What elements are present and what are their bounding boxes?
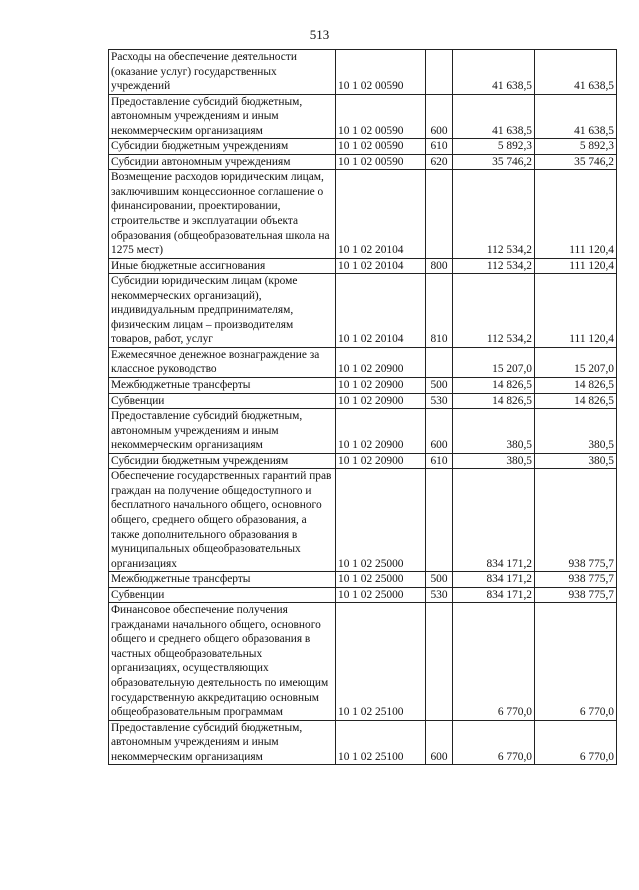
row-amount-year1-cell: 112 534,2 bbox=[453, 170, 535, 258]
row-code-cell: 10 1 02 25000 bbox=[336, 469, 426, 572]
row-code-cell: 10 1 02 25000 bbox=[336, 572, 426, 588]
table-row bbox=[109, 347, 617, 377]
row-code-cell: 10 1 02 20104 bbox=[336, 258, 426, 274]
row-name-cell: Субсидии автономным учреждениям bbox=[109, 154, 336, 170]
row-name-cell: Обеспечение государственных гарантий прав граждан на получение общедоступного и бесплатного начального общего, основного общего, среднего общего образования, а также дополнительного образования в муниципальных общеобразовательных организациях bbox=[109, 469, 336, 572]
row-amount-year2-cell: 41 638,5 bbox=[535, 94, 617, 139]
row-amount-year1-cell: 35 746,2 bbox=[453, 154, 535, 170]
row-expense-type-cell bbox=[426, 50, 453, 95]
row-expense-type-cell: 530 bbox=[426, 587, 453, 603]
row-amount-year1-cell: 834 171,2 bbox=[453, 587, 535, 603]
row-name-cell: Предоставление субсидий бюджетным, автономным учреждениям и иным некоммерческим организациям bbox=[109, 409, 336, 454]
row-amount-year2-cell: 41 638,5 bbox=[535, 50, 617, 95]
row-expense-type-cell: 500 bbox=[426, 378, 453, 394]
row-amount-year2-cell: 14 826,5 bbox=[535, 378, 617, 394]
row-amount-year1-cell: 41 638,5 bbox=[453, 94, 535, 139]
row-expense-type-cell: 810 bbox=[426, 274, 453, 348]
table-row bbox=[109, 154, 617, 170]
table-row bbox=[109, 50, 617, 95]
row-amount-year1-cell: 15 207,0 bbox=[453, 347, 535, 377]
row-amount-year1-cell: 41 638,5 bbox=[453, 50, 535, 95]
row-amount-year1-cell: 6 770,0 bbox=[453, 720, 535, 765]
row-amount-year2-cell: 938 775,7 bbox=[535, 587, 617, 603]
row-amount-year2-cell: 6 770,0 bbox=[535, 720, 617, 765]
row-expense-type-cell: 500 bbox=[426, 572, 453, 588]
table-row bbox=[109, 378, 617, 394]
row-expense-type-cell: 530 bbox=[426, 393, 453, 409]
row-name-cell: Субсидии юридическим лицам (кроме некоммерческих организаций), индивидуальным предпринимателям, физическим лицам – производителям товаров, работ, услуг bbox=[109, 274, 336, 348]
row-amount-year2-cell: 6 770,0 bbox=[535, 603, 617, 720]
row-amount-year1-cell: 380,5 bbox=[453, 409, 535, 454]
row-amount-year2-cell: 35 746,2 bbox=[535, 154, 617, 170]
row-amount-year1-cell: 6 770,0 bbox=[453, 603, 535, 720]
row-amount-year2-cell: 14 826,5 bbox=[535, 393, 617, 409]
row-expense-type-cell bbox=[426, 170, 453, 258]
table-row bbox=[109, 587, 617, 603]
row-code-cell: 10 1 02 25100 bbox=[336, 720, 426, 765]
row-expense-type-cell bbox=[426, 469, 453, 572]
row-code-cell: 10 1 02 00590 bbox=[336, 139, 426, 155]
row-amount-year1-cell: 14 826,5 bbox=[453, 378, 535, 394]
row-amount-year1-cell: 112 534,2 bbox=[453, 274, 535, 348]
page-number: 513 bbox=[309, 27, 330, 42]
row-amount-year1-cell: 5 892,3 bbox=[453, 139, 535, 155]
row-code-cell: 10 1 02 00590 bbox=[336, 94, 426, 139]
table-row bbox=[109, 409, 617, 454]
row-name-cell: Субсидии бюджетным учреждениям bbox=[109, 453, 336, 469]
row-name-cell: Межбюджетные трансферты bbox=[109, 572, 336, 588]
row-code-cell: 10 1 02 00590 bbox=[336, 50, 426, 95]
row-amount-year1-cell: 834 171,2 bbox=[453, 469, 535, 572]
row-code-cell: 10 1 02 20900 bbox=[336, 393, 426, 409]
row-name-cell: Межбюджетные трансферты bbox=[109, 378, 336, 394]
row-expense-type-cell: 600 bbox=[426, 720, 453, 765]
row-amount-year2-cell: 111 120,4 bbox=[535, 170, 617, 258]
row-name-cell: Предоставление субсидий бюджетным, автономным учреждениям и иным некоммерческим организациям bbox=[109, 720, 336, 765]
row-amount-year2-cell: 380,5 bbox=[535, 409, 617, 454]
row-amount-year2-cell: 938 775,7 bbox=[535, 469, 617, 572]
table-row bbox=[109, 139, 617, 155]
table-row bbox=[109, 469, 617, 572]
row-amount-year2-cell: 938 775,7 bbox=[535, 572, 617, 588]
row-expense-type-cell bbox=[426, 347, 453, 377]
row-amount-year2-cell: 380,5 bbox=[535, 453, 617, 469]
row-code-cell: 10 1 02 20900 bbox=[336, 347, 426, 377]
row-expense-type-cell: 610 bbox=[426, 139, 453, 155]
row-code-cell: 10 1 02 20900 bbox=[336, 378, 426, 394]
row-code-cell: 10 1 02 00590 bbox=[336, 154, 426, 170]
row-name-cell: Субсидии бюджетным учреждениям bbox=[109, 139, 336, 155]
row-expense-type-cell: 600 bbox=[426, 94, 453, 139]
row-amount-year2-cell: 15 207,0 bbox=[535, 347, 617, 377]
table-row bbox=[109, 258, 617, 274]
row-code-cell: 10 1 02 20900 bbox=[336, 453, 426, 469]
row-name-cell: Предоставление субсидий бюджетным, автономным учреждениям и иным некоммерческим организациям bbox=[109, 94, 336, 139]
row-expense-type-cell bbox=[426, 603, 453, 720]
row-name-cell: Субвенции bbox=[109, 587, 336, 603]
row-name-cell: Финансовое обеспечение получения гражданами начального общего, основного общего и среднего общего образования в частных общеобразовательных организациях, осуществляющих образовательную деятельность по имеющим государственную аккредитацию основным общеобразовательным программам bbox=[109, 603, 336, 720]
row-code-cell: 10 1 02 25100 bbox=[336, 603, 426, 720]
table-row bbox=[109, 393, 617, 409]
table-row bbox=[109, 720, 617, 765]
row-amount-year2-cell: 111 120,4 bbox=[535, 258, 617, 274]
row-amount-year1-cell: 112 534,2 bbox=[453, 258, 535, 274]
row-amount-year1-cell: 14 826,5 bbox=[453, 393, 535, 409]
row-expense-type-cell: 610 bbox=[426, 453, 453, 469]
row-name-cell: Расходы на обеспечение деятельности (оказание услуг) государственных учреждений bbox=[109, 50, 336, 95]
row-name-cell: Иные бюджетные ассигнования bbox=[109, 258, 336, 274]
table-row bbox=[109, 170, 617, 258]
row-name-cell: Субвенции bbox=[109, 393, 336, 409]
table-row bbox=[109, 603, 617, 720]
row-amount-year1-cell: 380,5 bbox=[453, 453, 535, 469]
budget-table-body bbox=[109, 50, 617, 765]
table-row bbox=[109, 453, 617, 469]
row-amount-year2-cell: 5 892,3 bbox=[535, 139, 617, 155]
table-row bbox=[109, 94, 617, 139]
row-amount-year2-cell: 111 120,4 bbox=[535, 274, 617, 348]
row-code-cell: 10 1 02 20900 bbox=[336, 409, 426, 454]
budget-table bbox=[108, 49, 617, 765]
row-expense-type-cell: 620 bbox=[426, 154, 453, 170]
row-code-cell: 10 1 02 20104 bbox=[336, 274, 426, 348]
row-code-cell: 10 1 02 25000 bbox=[336, 587, 426, 603]
row-name-cell: Возмещение расходов юридическим лицам, заключившим концессионное соглашение о финансировании, проектировании, строительстве и эксплуатации объекта образования (общеобразовательная школа на 1275 мест) bbox=[109, 170, 336, 258]
row-code-cell: 10 1 02 20104 bbox=[336, 170, 426, 258]
table-row bbox=[109, 274, 617, 348]
table-row bbox=[109, 572, 617, 588]
row-name-cell: Ежемесячное денежное вознаграждение за классное руководство bbox=[109, 347, 336, 377]
row-amount-year1-cell: 834 171,2 bbox=[453, 572, 535, 588]
row-expense-type-cell: 800 bbox=[426, 258, 453, 274]
row-expense-type-cell: 600 bbox=[426, 409, 453, 454]
